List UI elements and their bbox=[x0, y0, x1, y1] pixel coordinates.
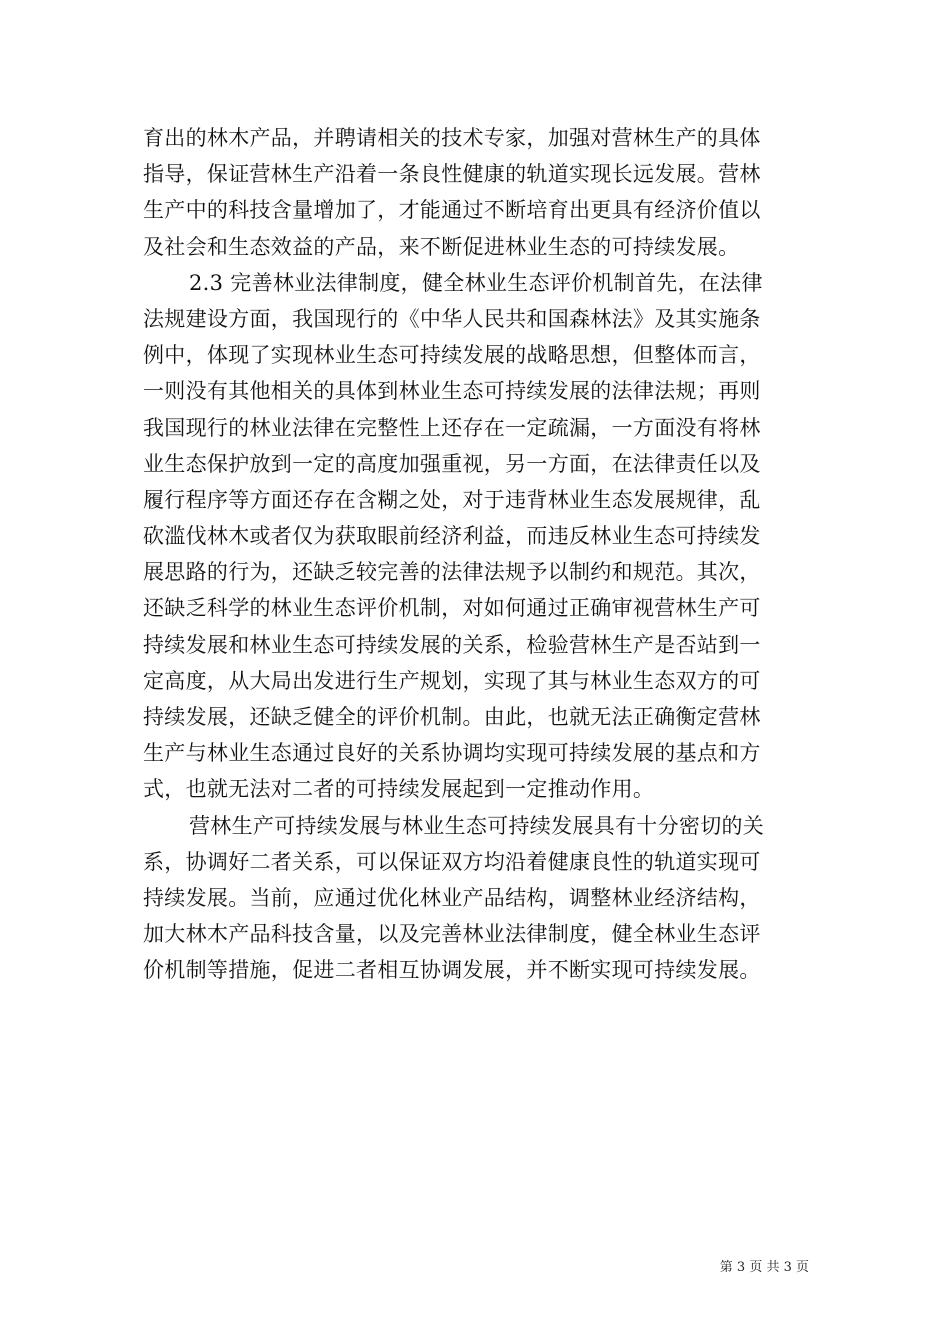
paragraph-2-line-13: 持续发展，还缺乏健全的评价机制。由此，也就无法正确衡定营林 bbox=[143, 705, 761, 729]
paragraph-2-line-8: 砍滥伐林木或者仅为获取眼前经济利益，而违反林业生态可持续发 bbox=[143, 524, 761, 549]
paragraph-2-line-14: 生产与林业生态通过良好的关系协调均实现可持续发展的基点和方 bbox=[143, 741, 761, 766]
paragraph-2-line-15: 式，也就无法对二者的可持续发展起到一定推动作用。 bbox=[143, 777, 655, 802]
paragraph-2-line-9: 展思路的行为，还缺乏较完善的法律法规予以制约和规范。其次， bbox=[143, 560, 761, 585]
document-body bbox=[143, 120, 809, 989]
paragraph-2-line-5: 我国现行的林业法律在完整性上还存在一定疏漏，一方面没有将林 bbox=[143, 415, 761, 440]
paragraph-2-line-12: 定高度，从大局出发进行生产规划，实现了其与林业生态双方的可 bbox=[143, 668, 761, 693]
paragraph-2-line-4: 一则没有其他相关的具体到林业生态可持续发展的法律法规；再则 bbox=[143, 379, 761, 404]
paragraph-1-line-1: 育出的林木产品，并聘请相关的技术专家，加强对营林生产的具体 bbox=[143, 126, 761, 150]
paragraph-3-line-2: 系，协调好二者关系，可以保证双方均沿着健康良性的轨道实现可 bbox=[143, 849, 761, 874]
paragraph-3-line-5: 价机制等措施，促进二者相互协调发展，并不断实现可持续发展。 bbox=[143, 958, 761, 983]
paragraph-2-line-2: 法规建设方面，我国现行的《中华人民共和国森林法》及其实施条 bbox=[143, 306, 761, 331]
paragraph-2-line-6: 业生态保护放到一定的高度加强重视，另一方面，在法律责任以及 bbox=[143, 451, 761, 476]
paragraph-3-line-3: 持续发展。当前，应通过优化林业产品结构，调整林业经济结构， bbox=[143, 885, 761, 910]
paragraph-1-line-4: 及社会和生态效益的产品，来不断促进林业生态的可持续发展。 bbox=[143, 234, 740, 259]
paragraph-2-line-1: 2.3 完善林业法律制度，健全林业生态评价机制首先，在法律 bbox=[189, 270, 763, 295]
paragraph-2-line-3: 例中，体现了实现林业生态可持续发展的战略思想，但整体而言， bbox=[143, 343, 761, 368]
paragraph-1-line-3: 生产中的科技含量增加了，才能通过不断培育出更具有经济价值以 bbox=[143, 198, 761, 223]
paragraph-2-line-11: 持续发展和林业生态可持续发展的关系，检验营林生产是否站到一 bbox=[143, 632, 761, 657]
paragraph-3-line-1: 营林生产可持续发展与林业生态可持续发展具有十分密切的关 bbox=[189, 813, 765, 838]
paragraph-2-line-10: 还缺乏科学的林业生态评价机制，对如何通过正确审视营林生产可 bbox=[143, 596, 761, 621]
paragraph-1-line-2: 指导，保证营林生产沿着一条良性健康的轨道实现长远发展。营林 bbox=[143, 162, 761, 187]
paragraph-3-line-4: 加大林木产品科技含量，以及完善林业法律制度，健全林业生态评 bbox=[143, 922, 761, 947]
page-number-footer: 第 3 页 共 3 页 bbox=[719, 1260, 809, 1275]
paragraph-2-line-7: 履行程序等方面还存在含糊之处，对于违背林业生态发展规律，乱 bbox=[143, 487, 761, 512]
